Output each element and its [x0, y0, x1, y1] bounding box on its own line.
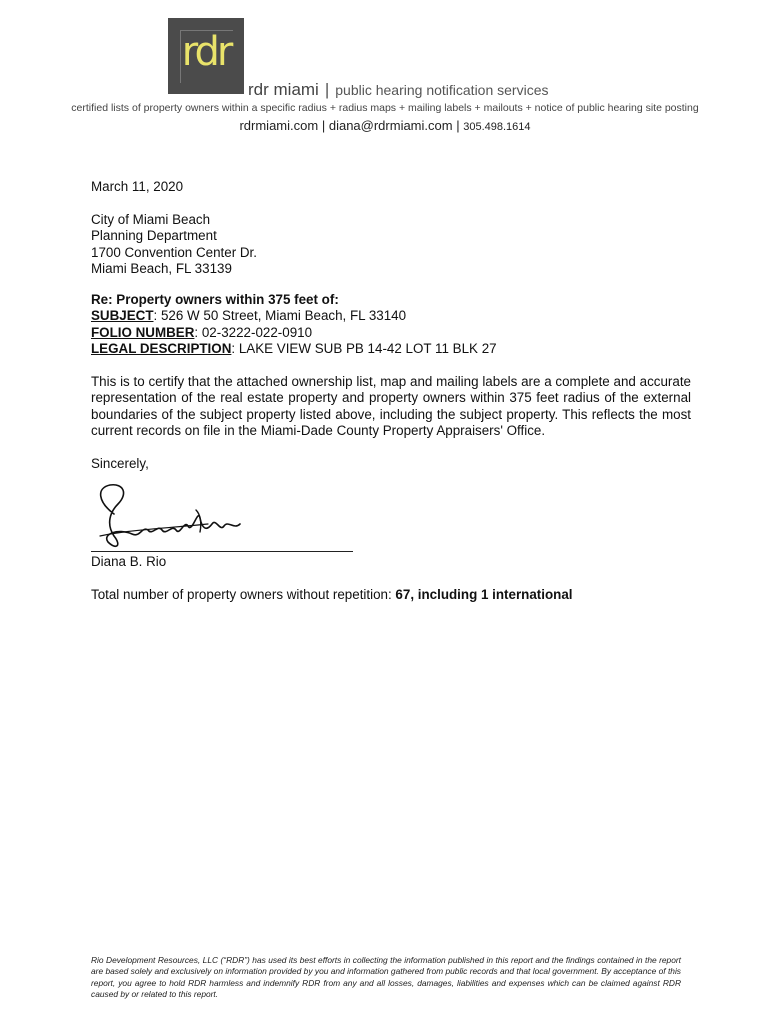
total-label: Total number of property owners without repetition:: [91, 587, 396, 602]
recipient-line: Miami Beach, FL 33139: [91, 260, 232, 276]
recipient-line: City of Miami Beach: [91, 212, 211, 227]
brand-line: [248, 80, 549, 100]
contact-line: [0, 118, 770, 133]
contact-separator: |: [456, 118, 460, 133]
brand-tagline: public hearing notification services: [335, 82, 549, 98]
contact-separator: |: [321, 118, 326, 133]
reference-block: [91, 292, 691, 357]
subject-line: [91, 308, 691, 324]
legal-line: [91, 341, 691, 357]
folio-line: [91, 325, 691, 341]
letter-date: March 11, 2020: [91, 179, 184, 194]
recipient-line: 1700 Convention Center Dr.: [91, 244, 257, 260]
total-value: 67, including 1 international: [395, 587, 573, 602]
folio-value: : 02-3222-022-0910: [194, 324, 313, 340]
company-logo: [168, 18, 244, 94]
brand-name: rdr miami: [248, 80, 319, 99]
folio-label: FOLIO NUMBER: [91, 324, 195, 340]
signature-image: [88, 480, 268, 550]
total-owners-line: [91, 587, 691, 603]
closing: Sincerely,: [91, 456, 149, 471]
legal-value: : LAKE VIEW SUB PB 14-42 LOT 11 BLK 27: [231, 340, 497, 356]
brand-separator: |: [324, 80, 330, 99]
phone-number: 305.498.1614: [463, 121, 531, 133]
email-link[interactable]: diana@rdrmiami.com: [328, 118, 453, 133]
subject-value: : 526 W 50 Street, Miami Beach, FL 33140: [153, 308, 407, 324]
subject-label: SUBJECT: [91, 308, 154, 324]
signer-name: Diana B. Rio: [91, 554, 167, 569]
legal-label: LEGAL DESCRIPTION: [91, 340, 232, 356]
logo-text: rdr: [181, 29, 231, 75]
recipient-address: [91, 212, 691, 277]
signature-line: [91, 551, 353, 552]
website-link[interactable]: rdrmiami.com: [239, 118, 319, 133]
footer-disclaimer: Rio Development Resources, LLC (“RDR”) has used its best efforts in collecting the information published in this report and the findings contained in the report are based solely and exclusively on information provided by you and information gathered from public records and that local government. By acceptance of this report, you agree to hold RDR harmless and indemnify RDR from any and all losses, damages, liabilities and expenses which can be claimed against RDR caused by or related to this report.: [91, 955, 681, 1000]
re-line: Re: Property owners within 375 feet of:: [91, 292, 339, 307]
certification-paragraph: This is to certify that the attached ownership list, map and mailing labels are a complete and accurate representation of the real estate property and property owners within 375 feet radius of the external boundaries of the subject property listed above, including the subject property. This reflects the most current records on file in the Miami-Dade County Property Appraisers' Office.: [91, 374, 691, 438]
recipient-line: Planning Department: [91, 228, 217, 244]
services-line: certified lists of property owners within a specific radius + radius maps + mailing labels + mailouts + notice of public hearing site posting: [71, 102, 699, 114]
